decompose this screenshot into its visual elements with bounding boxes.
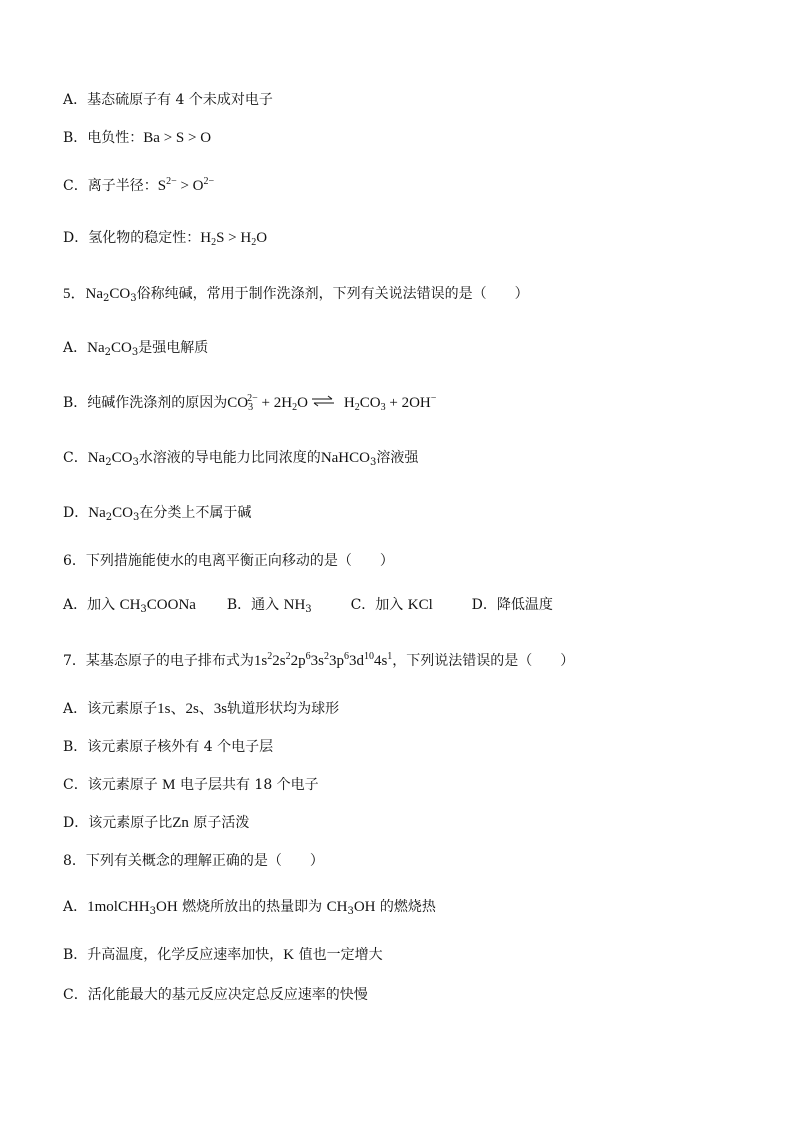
q4-option-a-text: A．基态硫原子有 4 个未成对电子 (63, 92, 273, 108)
q5-option-b: B．纯碱作洗涤剂的原因为$CO_3^{2-} + 2H_2O$ $H_2CO_3 + 2OH^-$ (63, 393, 437, 413)
q4-option-c-formula: $S^{2-} > O^{2-}$ (157, 176, 215, 194)
q8-option-a: A．1molCHH$_3$OH 燃烧所放出的热量即为 $CH_3OH$ 的燃烧热 (63, 899, 436, 917)
q4-option-d (63, 228, 267, 248)
q4-option-b (63, 128, 211, 148)
q4-option-c-label: C．离子半径： (63, 178, 158, 194)
q6-option-d: D．降低温度 (471, 597, 553, 613)
q4-option-b-label: B．电负性： (63, 130, 144, 146)
q8-stem: 8．下列有关概念的理解正确的是（ ） (63, 853, 324, 869)
q4-option-d-label: D．氢化物的稳定性： (63, 230, 201, 246)
q6-option-b: B．通入 $NH_3$ (226, 597, 312, 615)
q5-option-b-equation: $CO_3^{2-} + 2H_2O$ $H_2CO_3 + 2OH^-$ (227, 393, 437, 413)
q5-option-a: A．$Na_2CO_3$是强电解质 (63, 340, 209, 358)
q7-option-d: D．该元素原子比Zn 原子活泼 (63, 815, 250, 831)
q6-option-c: C．加入 KCl (350, 597, 433, 613)
q4-option-b-formula: Ba > S > O (143, 130, 212, 146)
q7-stem: 7．某基态原子的电子排布式为$1s^22s^22p^63s^23p^63d^{10}4s^1$，下列说法错误的是（ ） (63, 651, 575, 669)
q5-option-c: C．$Na_2CO_3$水溶液的导电能力比同浓度的NaHCO$_3$溶液强 (63, 450, 419, 468)
q4-option-a (63, 90, 273, 110)
q7-option-c: C．该元素原子 M 电子层共有 18 个电子 (63, 777, 319, 793)
q7-option-b: B．该元素原子核外有 4 个电子层 (63, 739, 274, 755)
equilibrium-arrow-icon (310, 394, 336, 408)
q8-option-c: C．活化能最大的基元反应决定总反应速率的快慢 (63, 987, 368, 1003)
q7-option-a: A．该元素原子1s、2s、3s轨道形状均为球形 (63, 701, 340, 717)
q5-stem: 5．$Na_2CO_3$俗称纯碱，常用于制作洗涤剂，下列有关说法错误的是（ ） (63, 286, 529, 304)
q6-option-a: A．加入 $CH_3COONa$ (63, 597, 196, 615)
q5-option-d: D．$Na_2CO_3$在分类上不属于碱 (63, 505, 252, 523)
q4-option-d-formula: $H_2S > H_2O$ (200, 230, 268, 248)
q8-option-b: B．升高温度，化学反应速率加快，K 值也一定增大 (63, 947, 383, 963)
q6-options (63, 595, 553, 615)
q6-stem: 6．下列措施能使水的电离平衡正向移动的是（ ） (63, 553, 394, 569)
q4-option-c (63, 176, 214, 196)
electron-configuration: $1s^22s^22p^63s^23p^63d^{10}4s^1$ (253, 651, 393, 669)
